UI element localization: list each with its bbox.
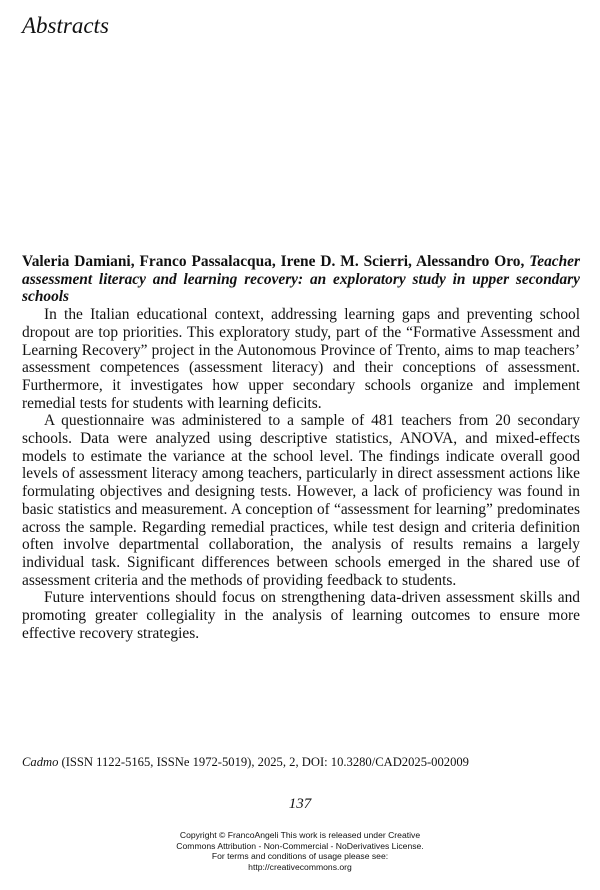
abstract-article: [22, 253, 580, 642]
copyright-line: Copyright © FrancoAngeli This work is released under Creative: [179, 830, 421, 840]
journal-citation: [22, 754, 582, 770]
page-number: 137: [288, 796, 312, 812]
section-title: Abstracts: [22, 13, 109, 38]
abstract-paragraph-1: In the Italian educational context, addressing learning gaps and preventing school dropout are top priorities. This exploratory study, part of the “Formative Assessment and Learning Recovery” project in the Autonomous Province of Trento, aims to map teachers’ assessment competences (assessment literacy) and their conceptions of assessment. Furthermore, it investigates how upper secondary schools organize and implement remedial tests for students with learning deficits.: [22, 306, 580, 412]
author-list: Valeria Damiani, Franco Passalacqua, Irene D. M. Scierri, Alessandro Oro,: [22, 253, 525, 270]
copyright-line: Commons Attribution - Non-Commercial - NoDerivatives License.: [176, 840, 424, 851]
copyright-notice: [0, 830, 600, 872]
journal-name: Cadmo: [22, 755, 59, 769]
abstract-paragraph-2: A questionnaire was administered to a sample of 481 teachers from 20 secondary schools. Data were analyzed using descriptive statistics, ANOVA, and mixed-effects models to estimate the variance at the school level. The findings indicate overall good levels of assessment literacy among teachers, particularly in direct assessment actions like formulating objectives and designing tests. However, a lack of proficiency was found in basic statistics and measurement. A conception of “assessment for learning” predominates across the sample. Regarding remedial practices, while test design and criteria definition often involve departmental collaboration, the analysis of results remains a largely individual task. Significant differences between schools emerged in the shared use of assessment criteria and the methods of providing feedback to students.: [22, 412, 580, 589]
abstract-byline: [22, 253, 580, 306]
citation-details: (ISSN 1122-5165, ISSNe 1972-5019), 2025, 2, DOI: 10.3280/CAD2025-002009: [58, 755, 469, 769]
abstract-paragraph-3: Future interventions should focus on strengthening data-driven assessment skills and promoting greater collegiality in the analysis of learning outcomes to ensure more effective recovery strategies.: [22, 589, 580, 642]
article-title: Teacher assessment literacy and learning recovery: an exploratory study in upper secondary schools: [22, 253, 580, 306]
license-link[interactable]: http://creativecommons.org: [248, 861, 352, 872]
copyright-line: For terms and conditions of usage please see:: [211, 851, 389, 862]
